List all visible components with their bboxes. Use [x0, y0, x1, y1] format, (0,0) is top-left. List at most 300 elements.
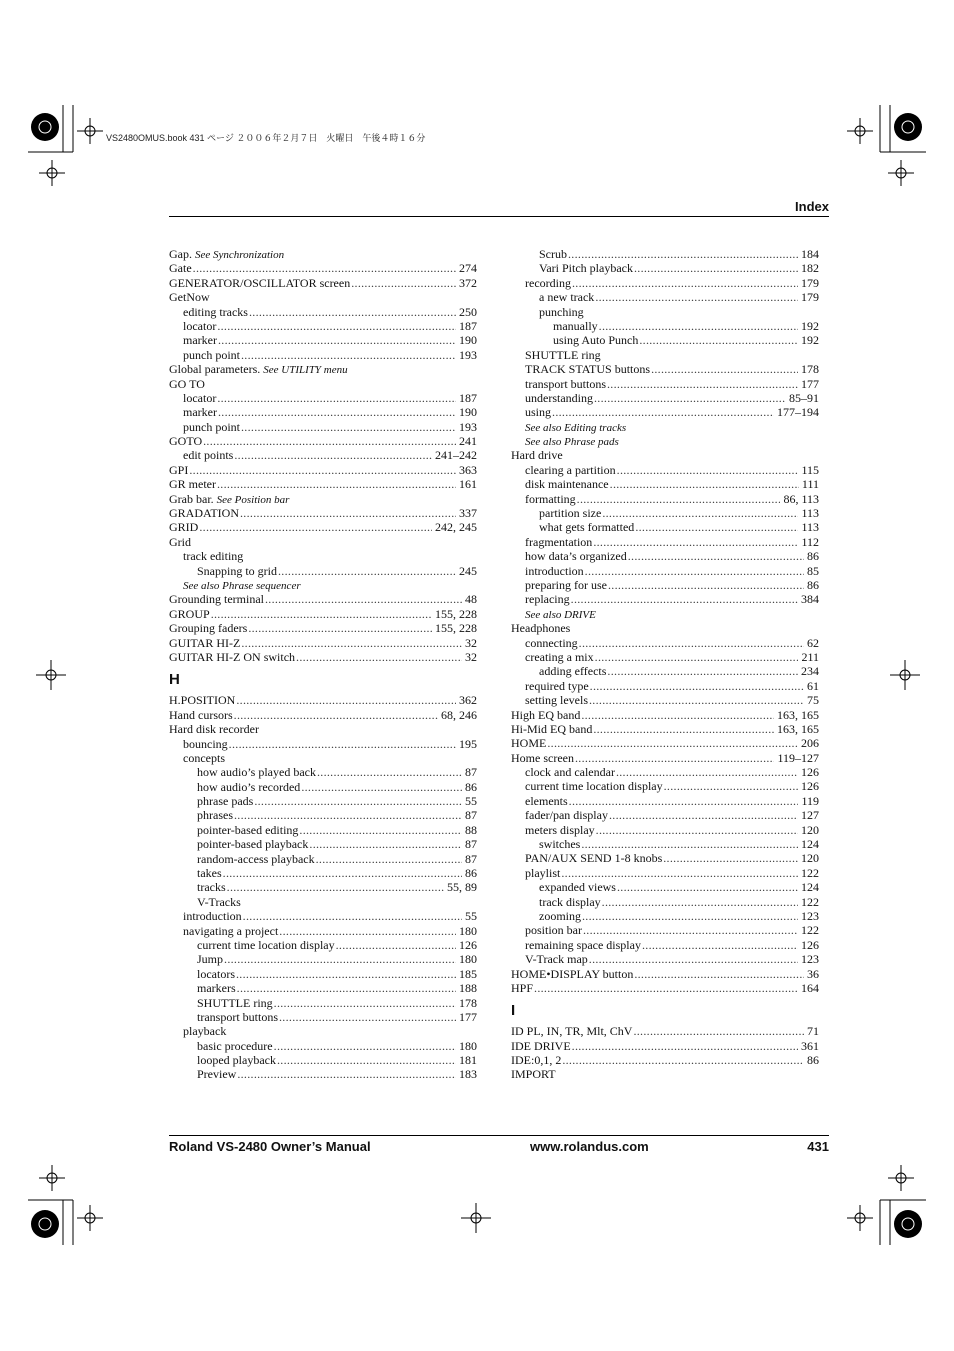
index-page-ref: 181 [459, 1053, 477, 1068]
index-entry [511, 1039, 819, 1053]
index-page-ref: 190 [459, 333, 477, 348]
dot-leader [635, 520, 798, 534]
dot-leader [595, 650, 799, 664]
index-term: punch point [183, 419, 240, 434]
index-page-ref: 178 [459, 995, 477, 1010]
index-cross-reference: See also Phrase pads [525, 436, 619, 449]
index-entry [169, 247, 477, 261]
index-entry [169, 650, 477, 664]
index-entry [169, 880, 477, 894]
index-entry [169, 1067, 477, 1081]
dot-leader [607, 377, 798, 391]
index-page-ref: 250 [459, 304, 477, 319]
index-term: using [525, 405, 552, 420]
index-page-ref: 178 [801, 362, 819, 377]
dot-leader [218, 405, 456, 419]
index-entry [169, 520, 477, 534]
index-page-ref: 122 [801, 923, 819, 938]
dot-leader [582, 909, 798, 923]
index-entry [169, 981, 477, 995]
crop-mark-top-right-icon [846, 105, 936, 215]
index-page-ref: 61 [807, 678, 819, 693]
index-entry [511, 319, 819, 333]
index-term: adding effects [539, 664, 607, 679]
crop-mark-top-left-icon [28, 105, 118, 215]
index-term: Global parameters. [169, 362, 261, 377]
dot-leader [575, 751, 774, 765]
index-page-ref: 126 [801, 779, 819, 794]
index-entry [169, 477, 477, 491]
index-page-ref: 180 [459, 1038, 477, 1053]
index-term: recording [525, 275, 571, 290]
index-term: meters display [525, 822, 595, 837]
index-term: IMPORT [511, 1067, 556, 1082]
index-page-ref: 193 [459, 419, 477, 434]
index-page-ref: 113 [801, 520, 819, 535]
index-term: V-Tracks [197, 894, 241, 909]
index-page-ref: 119–127 [777, 750, 819, 765]
dot-leader [279, 1010, 456, 1024]
index-entry [511, 405, 819, 419]
index-entry [169, 492, 477, 506]
index-term: Grouping faders [169, 621, 248, 636]
index-entry [511, 377, 819, 391]
index-page-ref: 122 [801, 894, 819, 909]
index-entry [511, 276, 819, 290]
index-term: introduction [525, 563, 584, 578]
index-page-ref: 48 [465, 592, 477, 607]
index-term: Hi-Mid EQ band [511, 721, 593, 736]
index-term: GetNow [169, 290, 210, 305]
index-entry [169, 290, 477, 304]
index-term: edit points [183, 448, 234, 463]
index-entry [169, 866, 477, 880]
dot-leader [593, 535, 798, 549]
index-term: preparing for use [525, 577, 607, 592]
index-term: connecting [525, 635, 578, 650]
dot-leader [234, 808, 462, 822]
index-entry [169, 1039, 477, 1053]
dot-leader [633, 1024, 804, 1038]
dot-leader [336, 938, 456, 952]
index-term: Gap. [169, 247, 192, 261]
crop-mark-bottom-left-icon [28, 1160, 128, 1250]
index-page-ref: 126 [801, 937, 819, 952]
index-page-ref: 87 [465, 851, 477, 866]
index-page-ref: 163, 165 [777, 707, 819, 722]
dot-leader [589, 952, 798, 966]
index-entry [169, 391, 477, 405]
index-page-ref: 32 [465, 635, 477, 650]
dot-leader [577, 492, 781, 506]
index-entry [511, 851, 819, 865]
dot-leader [581, 837, 798, 851]
dot-leader [234, 708, 438, 722]
dot-leader [602, 506, 798, 520]
index-page-ref: 183 [459, 1067, 477, 1082]
registration-mark-right-icon [890, 660, 920, 690]
index-term: H.POSITION [169, 693, 236, 708]
index-entry [511, 938, 819, 952]
index-entry [511, 880, 819, 894]
dot-leader [265, 592, 462, 606]
dot-leader [217, 477, 456, 491]
index-page-ref: 122 [801, 865, 819, 880]
index-entry [169, 823, 477, 837]
index-entry [169, 751, 477, 765]
dot-leader [572, 1039, 798, 1053]
index-page-ref: 177 [459, 1009, 477, 1024]
dot-leader [241, 420, 456, 434]
index-term: basic procedure [197, 1038, 273, 1053]
dot-leader [602, 895, 798, 909]
dot-leader [274, 996, 456, 1010]
index-entry [511, 837, 819, 851]
index-page-ref: 55 [465, 794, 477, 809]
index-term: clearing a partition [525, 462, 616, 477]
index-entry [169, 319, 477, 333]
index-page-ref: 372 [459, 275, 477, 290]
index-page-ref: 242, 245 [435, 520, 477, 535]
index-entry [511, 290, 819, 304]
index-term: Hard disk recorder [169, 722, 259, 737]
index-term: Hand cursors [169, 707, 233, 722]
index-entry [511, 247, 819, 261]
index-term: phrases [197, 808, 233, 823]
index-cross-reference: See UTILITY menu [263, 364, 348, 377]
dot-leader [562, 1053, 804, 1067]
index-page-ref: 363 [459, 462, 477, 477]
dot-leader [571, 592, 798, 606]
index-page-ref: 211 [801, 649, 819, 664]
index-entry [169, 420, 477, 434]
index-page-ref: 126 [801, 765, 819, 780]
index-page-ref: 36 [807, 966, 819, 981]
dot-leader [278, 564, 456, 578]
index-term: transport buttons [197, 1009, 278, 1024]
index-entry [169, 952, 477, 966]
dot-leader [241, 348, 456, 362]
index-term: punch point [183, 347, 240, 362]
index-page-ref: 187 [459, 390, 477, 405]
dot-leader [585, 564, 804, 578]
index-entry [169, 463, 477, 477]
index-entry [169, 333, 477, 347]
dot-leader [664, 779, 798, 793]
index-term: Grab bar. [169, 491, 214, 506]
index-entry [169, 1024, 477, 1038]
index-page-ref: 337 [459, 506, 477, 521]
dot-leader [243, 909, 462, 923]
index-entry [511, 506, 819, 520]
dot-leader [199, 520, 432, 534]
index-term: SHUTTLE ring [197, 995, 273, 1010]
index-term: partition size [539, 506, 602, 521]
index-entry [511, 448, 819, 462]
index-entry [169, 506, 477, 520]
index-page-ref: 68, 246 [441, 707, 477, 722]
footer-manual-title: Roland VS-2480 Owner’s Manual [169, 1139, 371, 1154]
index-entry [511, 391, 819, 405]
dot-leader [193, 261, 456, 275]
dot-leader [299, 823, 462, 837]
index-page-ref: 185 [459, 966, 477, 981]
index-term: current time location display [197, 937, 335, 952]
index-term: V-Track map [525, 952, 588, 967]
index-entry [169, 377, 477, 391]
dot-leader [617, 880, 798, 894]
dot-leader [595, 290, 798, 304]
index-entry [511, 434, 819, 448]
index-entry [169, 996, 477, 1010]
index-page-ref: 362 [459, 693, 477, 708]
dot-leader [609, 808, 798, 822]
index-entry [511, 1067, 819, 1081]
index-entry [511, 305, 819, 319]
dot-leader [234, 448, 432, 462]
index-entry [169, 564, 477, 578]
index-entry [169, 852, 477, 866]
index-page-ref: 120 [801, 851, 819, 866]
dot-leader [309, 837, 462, 851]
index-entry [511, 621, 819, 635]
index-term: creating a mix [525, 649, 594, 664]
index-page-ref: 241–242 [435, 448, 477, 463]
index-entry [511, 535, 819, 549]
index-page-ref: 86 [807, 577, 819, 592]
dot-leader [583, 923, 798, 937]
index-entry [511, 564, 819, 578]
dot-leader [218, 333, 456, 347]
index-page-ref: 179 [801, 290, 819, 305]
index-entry [511, 736, 819, 750]
index-page-ref: 182 [801, 261, 819, 276]
index-term: understanding [525, 390, 593, 405]
index-entry [169, 794, 477, 808]
registration-mark-bottom-center-icon [461, 1203, 491, 1233]
index-term: Snapping to grid [197, 563, 277, 578]
index-entry [169, 967, 477, 981]
index-page-ref: 163, 165 [777, 721, 819, 736]
index-page-ref: 234 [801, 664, 819, 679]
dot-leader [628, 549, 804, 563]
index-term: phrase pads [197, 794, 254, 809]
index-entry [511, 808, 819, 822]
index-page-ref: 86, 113 [783, 491, 819, 506]
index-page-ref: 86 [807, 1053, 819, 1068]
footer-website: www.rolandus.com [530, 1139, 649, 1154]
index-entry [511, 751, 819, 765]
index-term: current time location display [525, 779, 663, 794]
index-term: introduction [183, 909, 242, 924]
dot-leader [317, 765, 462, 779]
index-entry [169, 305, 477, 319]
index-entry [511, 664, 819, 678]
index-entry [169, 607, 477, 621]
index-term: Gate [169, 261, 192, 276]
index-term: a new track [539, 290, 595, 305]
dot-leader [241, 636, 462, 650]
index-term: playlist [525, 865, 561, 880]
index-term: looped playback [197, 1053, 276, 1068]
index-page-ref: 55 [465, 909, 477, 924]
index-entry [511, 981, 819, 995]
dot-leader [596, 823, 798, 837]
index-entry [511, 679, 819, 693]
section-title: Index [795, 199, 829, 214]
dot-leader [608, 578, 804, 592]
dot-leader [229, 737, 456, 751]
index-entry [511, 578, 819, 592]
index-term: GUITAR HI-Z [169, 635, 241, 650]
index-entry [169, 405, 477, 419]
dot-leader [552, 405, 774, 419]
dot-leader [236, 693, 456, 707]
index-letter-heading: I [511, 1002, 516, 1020]
index-page-ref: 86 [465, 866, 477, 881]
dot-leader [236, 967, 456, 981]
dot-leader [663, 851, 798, 865]
index-term: GRADATION [169, 506, 239, 521]
index-term: manually [553, 318, 598, 333]
dot-leader [634, 967, 804, 981]
index-entry [169, 348, 477, 362]
print-header: VS2480OMUS.book 431 ページ ２００６年２月７日 火曜日 午後４時１６分 [106, 133, 426, 143]
dot-leader [248, 621, 432, 635]
index-term: TRACK STATUS buttons [525, 362, 651, 377]
index-term: pointer-based editing [197, 822, 299, 837]
index-term: clock and calendar [525, 765, 615, 780]
index-entry [511, 967, 819, 981]
dot-leader [279, 924, 456, 938]
dot-leader [211, 607, 432, 621]
dot-leader [316, 852, 462, 866]
index-term: GROUP [169, 606, 210, 621]
dot-leader [534, 981, 798, 995]
header-rule [169, 216, 829, 217]
dot-leader [274, 1039, 456, 1053]
index-page-ref: 124 [801, 880, 819, 895]
index-entry [511, 636, 819, 650]
index-entry [169, 621, 477, 635]
registration-mark-left-icon [36, 660, 66, 690]
index-entry [511, 923, 819, 937]
index-term: navigating a project [183, 923, 279, 938]
index-page-ref: 71 [807, 1024, 819, 1039]
index-term: expanded views [539, 880, 616, 895]
dot-leader [590, 679, 804, 693]
index-term: GRID [169, 520, 199, 535]
index-term: PAN/AUX SEND 1-8 knobs [525, 851, 663, 866]
index-term: GENERATOR/OSCILLATOR screen [169, 275, 351, 290]
index-term: locator [183, 318, 217, 333]
index-entry [511, 607, 819, 621]
index-cross-reference: See also Editing tracks [525, 421, 627, 434]
index-entry [169, 636, 477, 650]
index-term: GOTO [169, 434, 203, 449]
index-entry [169, 737, 477, 751]
index-term: HOME•DISPLAY button [511, 966, 634, 981]
index-entry [511, 866, 819, 880]
index-term: locators [197, 966, 235, 981]
index-term: Grid [169, 534, 191, 549]
index-entry [169, 434, 477, 448]
index-page-ref: 274 [459, 261, 477, 276]
index-page-ref: 85–91 [789, 390, 819, 405]
index-page-ref: 180 [459, 952, 477, 967]
index-term: SHUTTLE ring [525, 347, 601, 362]
index-entry [511, 952, 819, 966]
index-entry [169, 549, 477, 563]
index-entry [169, 765, 477, 779]
dot-leader [610, 477, 799, 491]
index-term: IDE:0,1, 2 [511, 1053, 562, 1068]
dot-leader [568, 247, 798, 261]
dot-leader [599, 319, 798, 333]
index-page-ref: 192 [801, 318, 819, 333]
index-entry [511, 362, 819, 376]
index-term: editing tracks [183, 304, 248, 319]
index-entry [169, 924, 477, 938]
index-column-left [169, 247, 477, 1082]
index-page-ref: 241 [459, 434, 477, 449]
dot-leader [634, 261, 798, 275]
dot-leader [249, 305, 456, 319]
index-page-ref: 112 [801, 534, 819, 549]
index-entry [169, 938, 477, 952]
index-entry [169, 362, 477, 376]
index-term: GUITAR HI-Z ON switch [169, 649, 296, 664]
index-page-ref: 155, 228 [435, 606, 477, 621]
index-entry [511, 909, 819, 923]
index-entry [169, 1010, 477, 1024]
index-entry [511, 348, 819, 362]
index-term: HOME [511, 736, 547, 751]
dot-leader [589, 693, 804, 707]
index-page-ref: 86 [465, 779, 477, 794]
dot-leader [227, 880, 444, 894]
index-page-ref: 192 [801, 333, 819, 348]
index-page-ref: 126 [459, 937, 477, 952]
index-entry [169, 1053, 477, 1067]
index-page-ref: 55, 89 [447, 880, 477, 895]
dot-leader [224, 952, 456, 966]
index-entry [511, 333, 819, 347]
dot-leader [594, 391, 786, 405]
dot-leader [237, 1067, 456, 1081]
index-page-ref: 361 [801, 1038, 819, 1053]
dot-leader [642, 938, 798, 952]
index-entry [511, 261, 819, 275]
index-page-ref: 177 [801, 376, 819, 391]
index-entry [169, 592, 477, 606]
dot-leader [254, 794, 462, 808]
index-page-ref: 124 [801, 837, 819, 852]
dot-leader [581, 708, 774, 722]
footer-page-number: 431 [807, 1139, 829, 1154]
index-entry [511, 492, 819, 506]
index-page-ref: 87 [465, 837, 477, 852]
dot-leader [561, 866, 798, 880]
index-term: Grounding terminal [169, 592, 264, 607]
index-term: required type [525, 678, 589, 693]
index-term: IDE DRIVE [511, 1038, 571, 1053]
dot-leader [351, 276, 456, 290]
index-term: playback [183, 1024, 227, 1039]
index-term: Jump [197, 952, 224, 967]
index-entry [511, 592, 819, 606]
index-entry [169, 808, 477, 822]
